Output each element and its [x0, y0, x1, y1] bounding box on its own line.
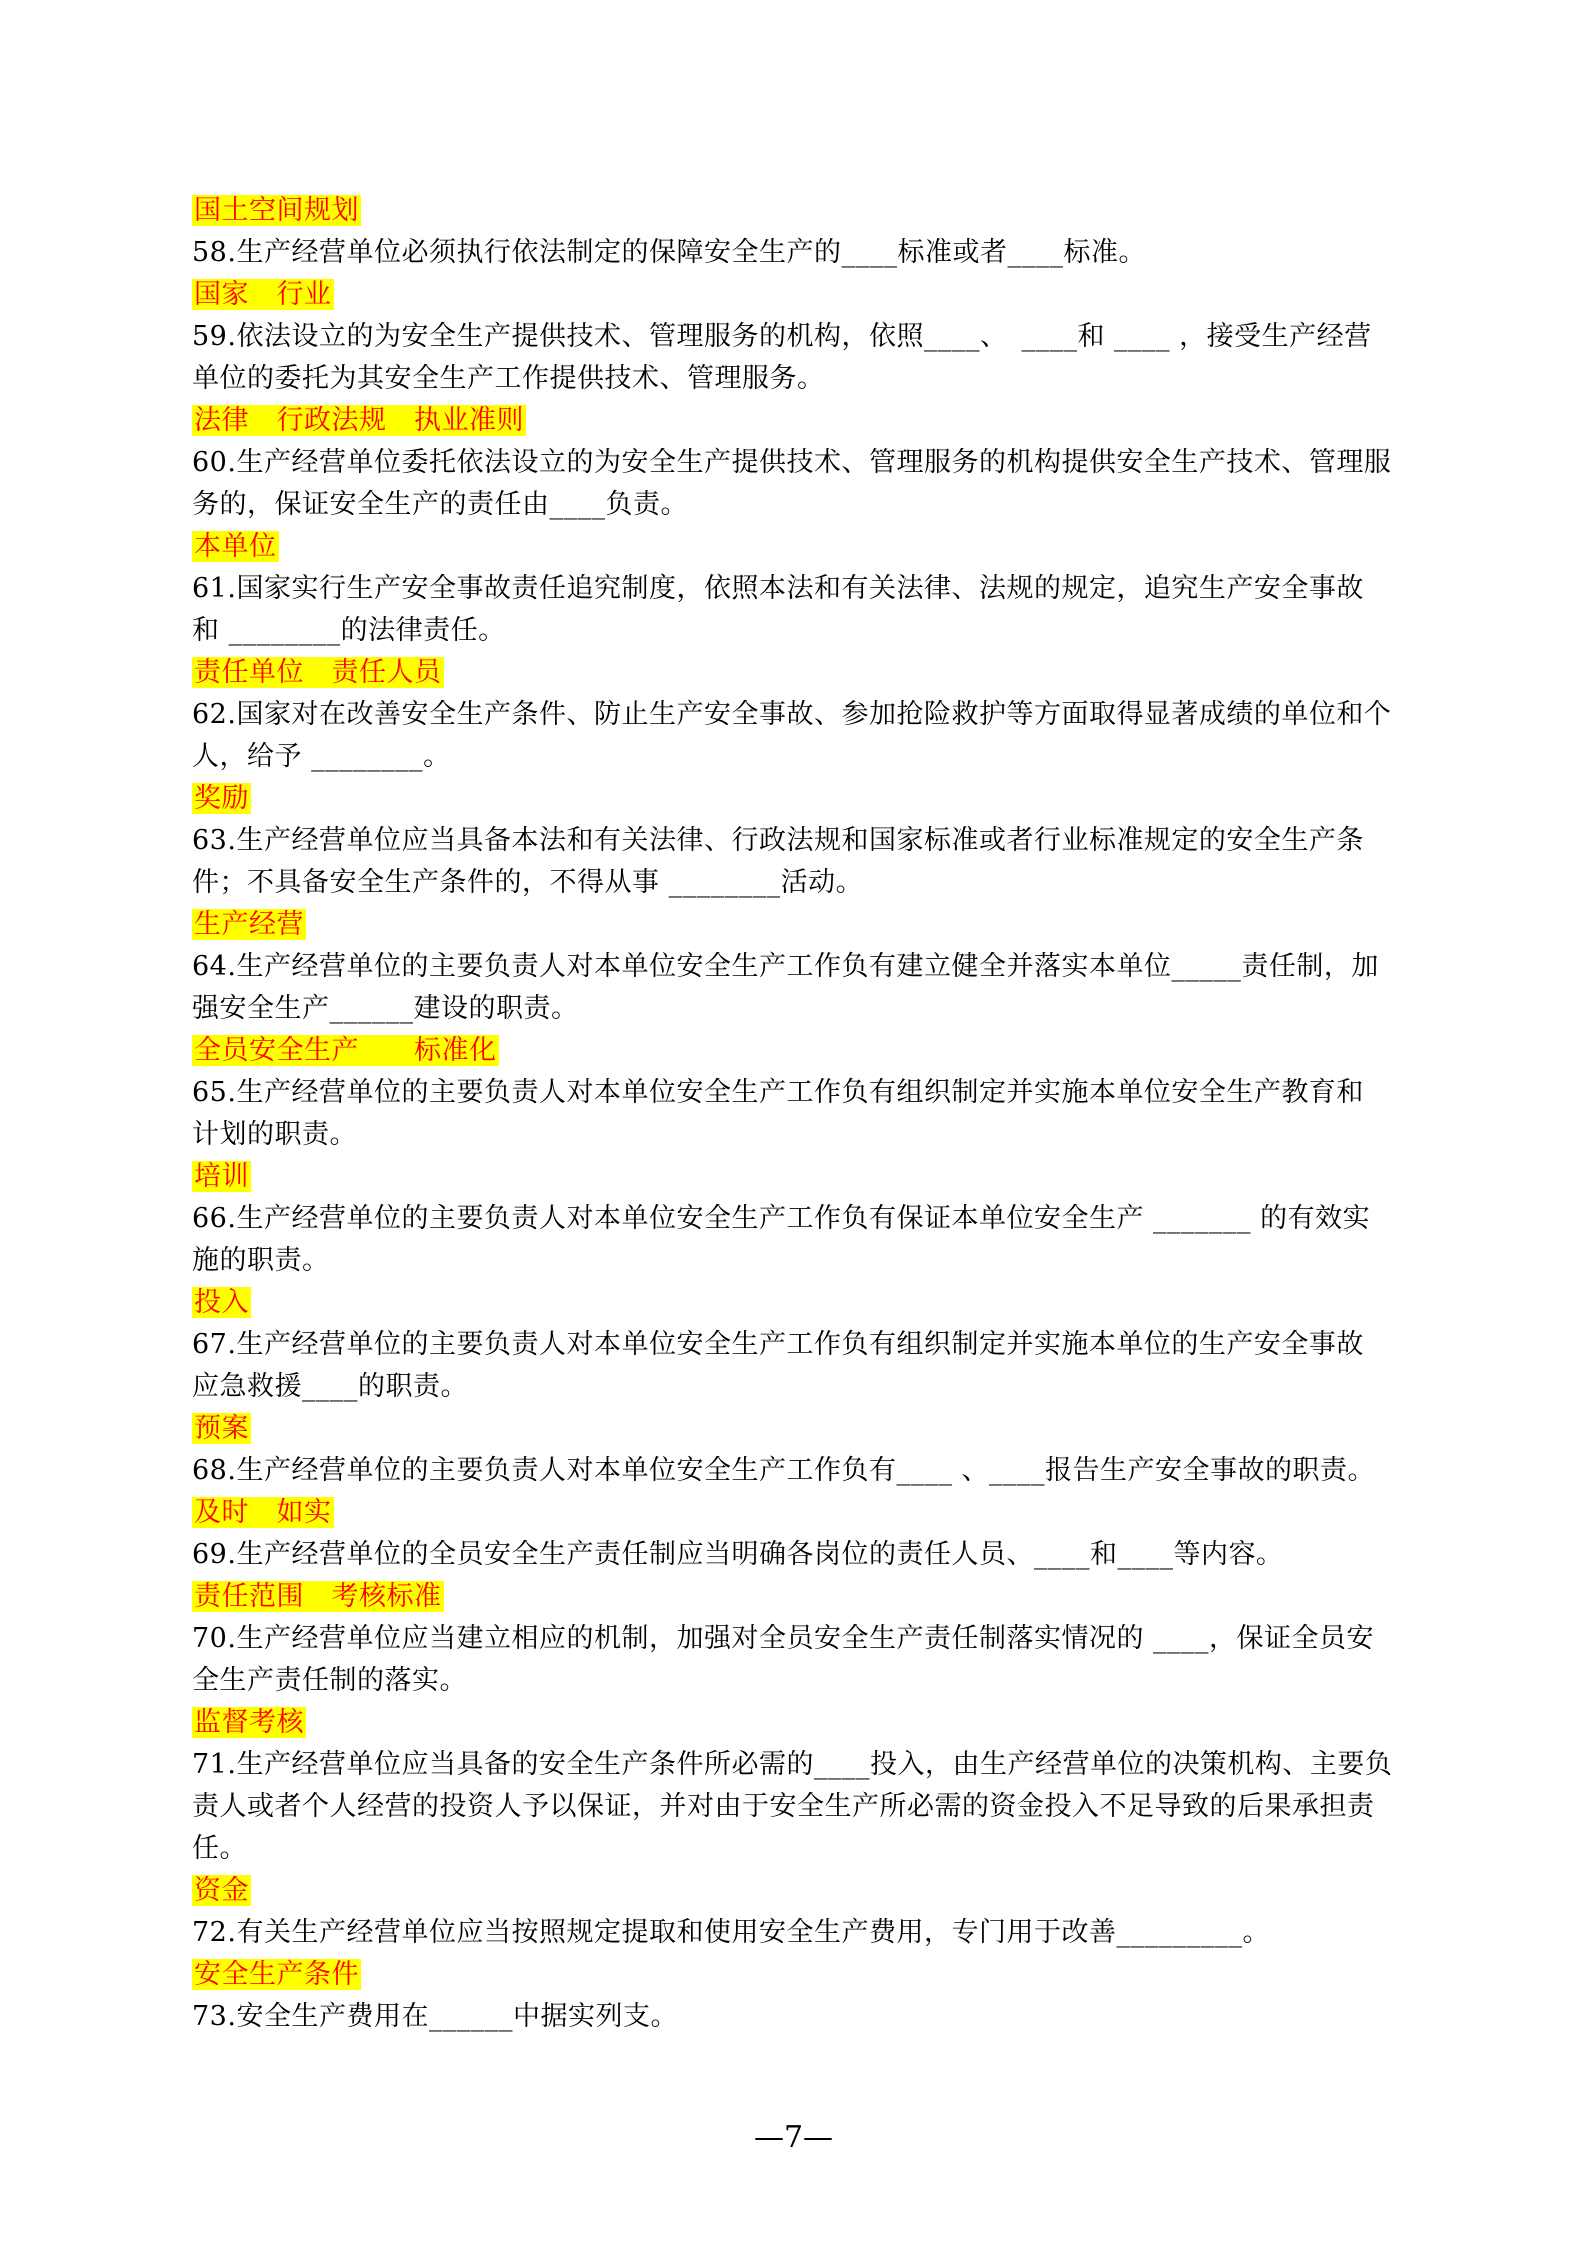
- question-text-line: 62.国家对在改善安全生产条件、防止生产安全事故、参加抢险救护等方面取得显著成绩的单位和个: [192, 699, 1392, 730]
- answer-line: [192, 1492, 1412, 1534]
- question-text-line: 强安全生产______建设的职责。: [192, 993, 579, 1024]
- question-item: [192, 1198, 1412, 1282]
- question-list: [192, 190, 1412, 2038]
- answer-highlight: 监督考核: [194, 1707, 304, 1738]
- question-text-line: 59.依法设立的为安全生产提供技术、管理服务的机构，依照____、 ____和 ____ ，接受生产经营: [192, 321, 1372, 352]
- answer-highlight: 生产经营: [194, 909, 304, 940]
- answer-highlight: 本单位: [194, 531, 277, 562]
- question-text-line: 65.生产经营单位的主要负责人对本单位安全生产工作负有组织制定并实施本单位安全生产教育和: [192, 1077, 1364, 1108]
- question-item: [192, 1912, 1412, 1954]
- question-text-line: 73.安全生产费用在______中据实列支。: [192, 2001, 678, 2032]
- question-item: [192, 1072, 1412, 1156]
- answer-highlight: 培训: [194, 1161, 249, 1192]
- question-text-line: 66.生产经营单位的主要负责人对本单位安全生产工作负有保证本单位安全生产 _______ 的有效实: [192, 1203, 1371, 1234]
- question-text-line: 应急救援____的职责。: [192, 1371, 468, 1402]
- question-text-line: 68.生产经营单位的主要负责人对本单位安全生产工作负有____ 、____报告生产安全事故的职责。: [192, 1455, 1376, 1486]
- answer-line: [192, 778, 1412, 820]
- page-number: —7—: [753, 2120, 834, 2155]
- question-text-line: 施的职责。: [192, 1245, 330, 1276]
- question-text-line: 58.生产经营单位必须执行依法制定的保障安全生产的____标准或者____标准。: [192, 237, 1146, 268]
- answer-line: [192, 652, 1412, 694]
- question-text-line: 71.生产经营单位应当具备的安全生产条件所必需的____投入，由生产经营单位的决策机构、主要负: [192, 1749, 1393, 1780]
- answer-highlight: 投入: [194, 1287, 249, 1318]
- question-item: [192, 1450, 1412, 1492]
- question-item: [192, 1744, 1412, 1870]
- answer-highlight: 安全生产条件: [194, 1959, 359, 1990]
- answer-highlight: 国家 行业: [194, 279, 332, 310]
- question-item: [192, 1618, 1412, 1702]
- answer-highlight: 责任范围 考核标准: [194, 1581, 442, 1612]
- question-text-line: 件；不具备安全生产条件的，不得从事 ________活动。: [192, 867, 864, 898]
- question-text-line: 67.生产经营单位的主要负责人对本单位安全生产工作负有组织制定并实施本单位的生产安全事故: [192, 1329, 1364, 1360]
- question-item: [192, 820, 1412, 904]
- question-item: [192, 946, 1412, 1030]
- question-item: [192, 442, 1412, 526]
- question-item: [192, 694, 1412, 778]
- question-item: [192, 1996, 1412, 2038]
- answer-line: [192, 1030, 1412, 1072]
- answer-highlight: 全员安全生产 标准化: [194, 1035, 497, 1066]
- question-item: [192, 316, 1412, 400]
- question-text-line: 单位的委托为其安全生产工作提供技术、管理服务。: [192, 363, 825, 394]
- answer-line: [192, 526, 1412, 568]
- answer-highlight: 责任单位 责任人员: [194, 657, 442, 688]
- question-text-line: 全生产责任制的落实。: [192, 1665, 467, 1696]
- question-text-line: 60.生产经营单位委托依法设立的为安全生产提供技术、管理服务的机构提供安全生产技术、管理服: [192, 447, 1392, 478]
- answer-line: [192, 1702, 1412, 1744]
- question-text-line: 人，给予 ________。: [192, 741, 451, 772]
- answer-line: [192, 904, 1412, 946]
- answer-highlight: 法律 行政法规 执业准则: [194, 405, 524, 436]
- question-text-line: 64.生产经营单位的主要负责人对本单位安全生产工作负有建立健全并落实本单位_____责任制，加: [192, 951, 1379, 982]
- question-text-line: 63.生产经营单位应当具备本法和有关法律、行政法规和国家标准或者行业标准规定的安全生产条: [192, 825, 1364, 856]
- question-item: [192, 232, 1412, 274]
- question-item: [192, 568, 1412, 652]
- answer-line: [192, 1870, 1412, 1912]
- answer-line: [192, 1282, 1412, 1324]
- answer-line: [192, 1156, 1412, 1198]
- question-text-line: 和 ________的法律责任。: [192, 615, 506, 646]
- question-text-line: 72.有关生产经营单位应当按照规定提取和使用安全生产费用，专门用于改善_________。: [192, 1917, 1270, 1948]
- question-item: [192, 1534, 1412, 1576]
- question-text-line: 61.国家实行生产安全事故责任追究制度，依照本法和有关法律、法规的规定，追究生产安全事故: [192, 573, 1364, 604]
- answer-line: [192, 1954, 1412, 1996]
- question-text-line: 69.生产经营单位的全员安全生产责任制应当明确各岗位的责任人员、____和____等内容。: [192, 1539, 1284, 1570]
- question-text-line: 责人或者个人经营的投资人予以保证，并对由于安全生产所必需的资金投入不足导致的后果承担责: [192, 1791, 1375, 1822]
- answer-highlight: 预案: [194, 1413, 249, 1444]
- answer-line: [192, 274, 1412, 316]
- question-text-line: 任。: [192, 1833, 247, 1864]
- answer-line: [192, 1408, 1412, 1450]
- answer-highlight: 及时 如实: [194, 1497, 332, 1528]
- answer-highlight: 资金: [194, 1875, 249, 1906]
- question-text-line: 70.生产经营单位应当建立相应的机制，加强对全员安全生产责任制落实情况的 ____，保证全员安: [192, 1623, 1375, 1654]
- answer-line: [192, 400, 1412, 442]
- question-text-line: 务的，保证安全生产的责任由____负责。: [192, 489, 688, 520]
- question-item: [192, 1324, 1412, 1408]
- answer-highlight: 奖励: [194, 783, 249, 814]
- answer-highlight: 国土空间规划: [194, 195, 359, 226]
- answer-line: [192, 190, 1412, 232]
- question-text-line: 计划的职责。: [192, 1119, 357, 1150]
- answer-line: [192, 1576, 1412, 1618]
